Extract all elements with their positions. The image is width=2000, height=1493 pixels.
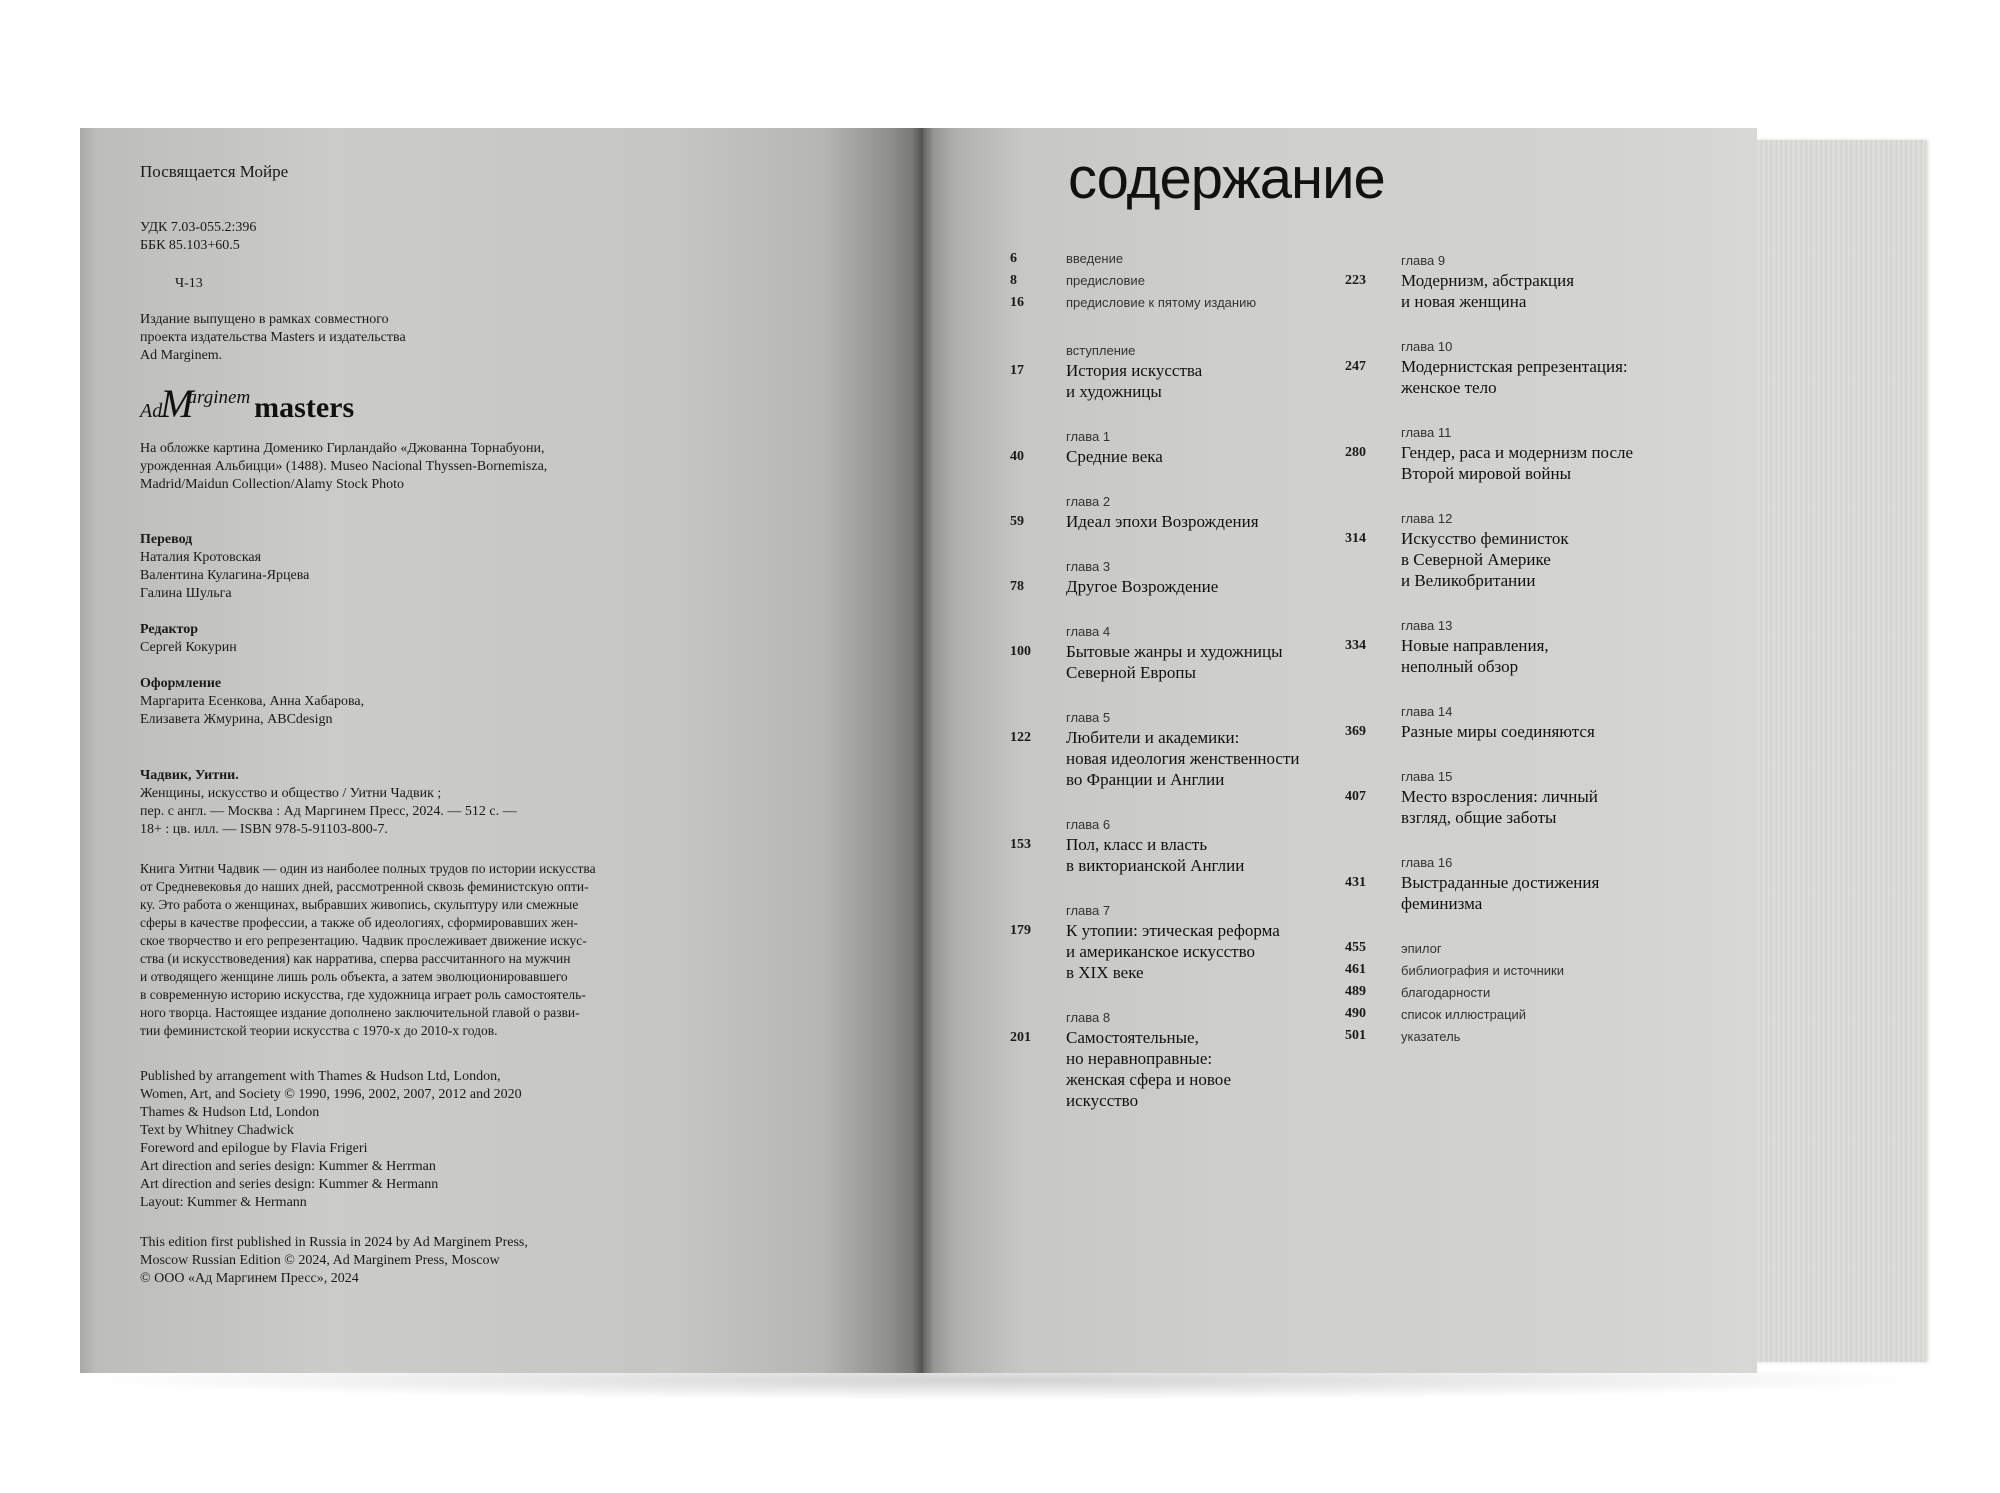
toc-title-line: Любители и академики: bbox=[1066, 728, 1240, 747]
toc-entry bbox=[1345, 1028, 1705, 1050]
toc-page-number: 59 bbox=[1010, 514, 1024, 529]
toc-chapter bbox=[1010, 558, 1340, 597]
edition-credit-line: This edition first published in Russia in 2024 by Ad Marginem Press, bbox=[140, 1235, 528, 1250]
toc-chapter-label: глава 11 bbox=[1401, 425, 1452, 440]
credits bbox=[140, 531, 364, 729]
translator: Галина Шульга bbox=[140, 586, 232, 601]
biblio-line: пер. с англ. — Москва : Ад Маргинем Пресс, 2024. — 512 с. — bbox=[140, 804, 517, 819]
toc-chapter-label: глава 2 bbox=[1066, 494, 1111, 509]
toc-chapter bbox=[1010, 623, 1340, 683]
toc-chapter bbox=[1345, 703, 1705, 742]
toc-page-number: 40 bbox=[1010, 449, 1024, 464]
toc-page-number: 314 bbox=[1345, 531, 1366, 546]
toc-title-line: и американское искусство bbox=[1066, 942, 1255, 961]
toc-page-number: 455 bbox=[1345, 940, 1366, 955]
toc-title-line: феминизма bbox=[1401, 894, 1483, 913]
toc-chapter-label: глава 15 bbox=[1401, 769, 1453, 784]
biblio-line: Женщины, искусство и общество / Уитни Чадвик ; bbox=[140, 786, 442, 801]
logo-masters: masters bbox=[254, 391, 355, 424]
toc-title-line: и художницы bbox=[1066, 382, 1162, 401]
toc-page-number: 407 bbox=[1345, 789, 1366, 804]
toc-chapter-label: глава 8 bbox=[1066, 1010, 1111, 1025]
english-credit-line: Art direction and series design: Kummer & Herrman bbox=[140, 1159, 436, 1174]
toc-title-line: Другое Возрождение bbox=[1066, 577, 1219, 596]
toc-title-line: во Франции и Англии bbox=[1066, 770, 1225, 789]
toc-entry-label: введение bbox=[1066, 251, 1124, 266]
toc-title-line: Гендер, раса и модернизм после bbox=[1401, 443, 1634, 462]
logo-ad: Ad bbox=[140, 400, 163, 422]
toc-chapter-label: глава 5 bbox=[1066, 710, 1111, 725]
toc-page-number: 223 bbox=[1345, 273, 1366, 288]
toc-title-line: Северной Европы bbox=[1066, 663, 1196, 682]
toc-page-number: 100 bbox=[1010, 644, 1031, 659]
toc-chapter bbox=[1345, 617, 1705, 677]
toc-entry-label: список иллюстраций bbox=[1401, 1007, 1527, 1022]
cover-note-line: урожденная Альбицци» (1488). Museo Nacional Thyssen-Bornemisza, bbox=[140, 459, 548, 474]
toc-page-number: 78 bbox=[1010, 579, 1024, 594]
toc-chapter bbox=[1010, 816, 1340, 876]
toc-page-number: 16 bbox=[1010, 295, 1024, 310]
edition-note-line: Издание выпущено в рамках совместного bbox=[140, 312, 389, 327]
toc-page-number: 247 bbox=[1345, 359, 1366, 374]
editor-name: Сергей Кокурин bbox=[140, 640, 237, 655]
toc-title-line: Средние века bbox=[1066, 447, 1163, 466]
abstract-line: ного творца. Настоящее издание дополнено заключительной главой о разви- bbox=[140, 1005, 580, 1020]
abstract-line: ства (и искусствоведения) как нарратива, сперва рассчитанного на мужчин bbox=[140, 951, 571, 966]
toc-title-line: женское тело bbox=[1401, 378, 1497, 397]
publisher-logo bbox=[140, 380, 354, 430]
english-credit-line: Text by Whitney Chadwick bbox=[140, 1123, 294, 1138]
biblio-line: 18+ : цв. илл. — ISBN 978-5-91103-800-7. bbox=[140, 822, 388, 837]
toc-chapter bbox=[1345, 510, 1705, 591]
toc-title-line: в Северной Америке bbox=[1401, 550, 1551, 569]
bibliographic-record bbox=[140, 767, 517, 839]
toc-title-line: и новая женщина bbox=[1401, 292, 1527, 311]
toc-title-line: Бытовые жанры и художницы bbox=[1066, 642, 1283, 661]
toc-chapter-label: глава 13 bbox=[1401, 618, 1453, 633]
toc-page-number: 122 bbox=[1010, 730, 1031, 745]
toc-chapter-label: глава 4 bbox=[1066, 624, 1111, 639]
toc-chapter-label: глава 9 bbox=[1401, 253, 1446, 268]
toc-entry-label: указатель bbox=[1401, 1029, 1461, 1044]
toc-chapter bbox=[1010, 902, 1340, 983]
toc-title-line: женская сфера и новое bbox=[1066, 1070, 1232, 1089]
toc-entry-label: предисловие к пятому изданию bbox=[1066, 295, 1257, 310]
toc-chapter bbox=[1345, 338, 1705, 398]
edition-credit-line: © ООО «Ад Маргинем Пресс», 2024 bbox=[140, 1271, 359, 1286]
toc-chapter-label: глава 16 bbox=[1401, 855, 1453, 870]
toc-page-number: 431 bbox=[1345, 875, 1366, 890]
edition-credit-line: Moscow Russian Edition © 2024, Ad Marginem Press, Moscow bbox=[140, 1253, 500, 1268]
toc-title-line: искусство bbox=[1066, 1091, 1139, 1110]
toc-title-line: Модернистская репрезентация: bbox=[1401, 357, 1628, 376]
contents-column-1 bbox=[1010, 250, 1340, 1111]
toc-title-line: Разные миры соединяются bbox=[1401, 722, 1595, 741]
toc-page-number: 17 bbox=[1010, 363, 1024, 378]
toc-chapter-label: глава 7 bbox=[1066, 903, 1111, 918]
toc-chapter bbox=[1345, 768, 1705, 828]
translation-heading: Перевод bbox=[140, 532, 193, 547]
dedication: Посвящается Мойре bbox=[140, 162, 289, 181]
toc-chapter bbox=[1010, 428, 1340, 467]
toc-title-line: в викторианской Англии bbox=[1066, 856, 1245, 875]
cover-note-line: Madrid/Maidun Collection/Alamy Stock Photo bbox=[140, 477, 405, 492]
abstract-line: и отводящего женщине лишь роль объекта, а затем эволюционировавшего bbox=[140, 969, 568, 984]
edition-note-line: проекта издательства Masters и издательства bbox=[140, 330, 406, 345]
toc-chapter-label: глава 6 bbox=[1066, 817, 1111, 832]
english-credit-line: Published by arrangement with Thames & Hudson Ltd, London, bbox=[140, 1069, 501, 1084]
toc-chapter bbox=[1345, 424, 1705, 484]
design-heading: Оформление bbox=[140, 676, 222, 691]
toc-entry bbox=[1345, 1006, 1705, 1028]
translator: Валентина Кулагина-Ярцева bbox=[140, 568, 310, 583]
toc-entry bbox=[1345, 940, 1705, 962]
toc-chapter-label: глава 12 bbox=[1401, 511, 1453, 526]
toc-title-line: Новые направления, bbox=[1401, 636, 1549, 655]
toc-title-line: новая идеология женственности bbox=[1066, 749, 1300, 768]
toc-chapter bbox=[1345, 252, 1705, 312]
toc-entry bbox=[1345, 962, 1705, 984]
toc-chapter bbox=[1345, 854, 1705, 914]
toc-entry-label: библиография и источники bbox=[1401, 963, 1565, 978]
toc-page-number: 201 bbox=[1010, 1030, 1031, 1045]
toc-section-intro bbox=[1010, 342, 1340, 402]
contents-title: содержание bbox=[1068, 146, 1385, 211]
toc-page-number: 489 bbox=[1345, 984, 1366, 999]
toc-title-line: Второй мировой войны bbox=[1401, 464, 1572, 483]
toc-title-line: неполный обзор bbox=[1401, 657, 1519, 676]
toc-page-number: 334 bbox=[1345, 638, 1366, 653]
toc-title-line: История искусства bbox=[1066, 361, 1203, 380]
abstract-line: ку. Это работа о женщинах, выбравших живопись, скульптуру или смежные bbox=[140, 897, 579, 912]
toc-title-line: и Великобритании bbox=[1401, 571, 1536, 590]
biblio-heading: Чадвик, Уитни. bbox=[140, 768, 239, 783]
toc-page-number: 179 bbox=[1010, 923, 1031, 938]
cover-note-line: На обложке картина Доменико Гирландайо «Джованна Торнабуони, bbox=[140, 441, 545, 456]
edition-credits bbox=[140, 1234, 528, 1288]
abstract-line: тии феминистской теории искусства с 1970-х до 2010-х годов. bbox=[140, 1023, 498, 1038]
toc-chapter-label: глава 3 bbox=[1066, 559, 1111, 574]
toc-entry bbox=[1010, 250, 1340, 272]
abstract-line: сферы в качестве профессии, а также об идеологиях, сформировавших жен- bbox=[140, 915, 579, 930]
toc-chapter bbox=[1010, 709, 1340, 790]
toc-title-line: но неравноправные: bbox=[1066, 1049, 1213, 1068]
toc-page-number: 501 bbox=[1345, 1028, 1366, 1043]
english-credit-line: Women, Art, and Society © 1990, 1996, 2002, 2007, 2012 and 2020 bbox=[140, 1087, 522, 1102]
toc-chapter bbox=[1010, 493, 1340, 532]
abstract-line: от Средневековья до наших дней, рассмотренной сквозь феминистскую опти- bbox=[140, 879, 589, 894]
toc-section-label: вступление bbox=[1066, 343, 1136, 358]
classification-codes bbox=[140, 219, 256, 255]
toc-entry bbox=[1010, 272, 1340, 294]
abstract-line: Книга Уитни Чадвик — один из наиболее полных трудов по истории искусства bbox=[140, 861, 596, 876]
logo-m: M bbox=[160, 381, 194, 426]
toc-chapter-label: глава 14 bbox=[1401, 704, 1453, 719]
udk-code: УДК 7.03-055.2:396 bbox=[140, 220, 257, 235]
toc-chapter-label: глава 10 bbox=[1401, 339, 1453, 354]
toc-chapter-label: глава 1 bbox=[1066, 429, 1111, 444]
toc-entry bbox=[1345, 984, 1705, 1006]
logo-arginem: arginem bbox=[187, 387, 251, 408]
toc-chapter bbox=[1010, 1009, 1340, 1111]
edition-note-line: Ad Marginem. bbox=[140, 348, 223, 363]
toc-title-line: К утопии: этическая реформа bbox=[1066, 921, 1280, 940]
toc-page-number: 461 bbox=[1345, 962, 1366, 977]
toc-entry bbox=[1010, 294, 1340, 316]
toc-page-number: 8 bbox=[1010, 273, 1017, 288]
abstract-line: ское творчество и его репрезентацию. Чадвик прослеживает движение искус- bbox=[140, 933, 587, 948]
contents-column-2 bbox=[1345, 252, 1705, 1050]
toc-title-line: Искусство феминисток bbox=[1401, 529, 1569, 548]
author-mark: Ч-13 bbox=[175, 276, 203, 291]
toc-page-number: 490 bbox=[1345, 1006, 1366, 1021]
english-credits bbox=[140, 1068, 522, 1212]
toc-entry-label: благодарности bbox=[1401, 985, 1491, 1000]
bbk-code: ББК 85.103+60.5 bbox=[140, 238, 240, 253]
translator: Наталия Кротовская bbox=[140, 550, 262, 565]
cover-note bbox=[140, 440, 547, 494]
english-credit-line: Foreword and epilogue by Flavia Frigeri bbox=[140, 1141, 368, 1156]
toc-page-number: 280 bbox=[1345, 445, 1366, 460]
toc-title-line: Место взросления: личный bbox=[1401, 787, 1598, 806]
toc-title-line: взгляд, общие заботы bbox=[1401, 808, 1557, 827]
english-credit-line: Art direction and series design: Kummer & Hermann bbox=[140, 1177, 439, 1192]
toc-title-line: Выстраданные достижения bbox=[1401, 873, 1600, 892]
book-gutter bbox=[912, 128, 934, 1373]
english-credit-line: Thames & Hudson Ltd, London bbox=[140, 1105, 320, 1120]
toc-page-number: 6 bbox=[1010, 251, 1017, 266]
toc-title-line: в XIX веке bbox=[1066, 963, 1144, 982]
toc-page-number: 153 bbox=[1010, 837, 1031, 852]
english-credit-line: Layout: Kummer & Hermann bbox=[140, 1195, 307, 1210]
abstract-line: в современную историю искусства, где художница играет роль самостоятель- bbox=[140, 987, 586, 1002]
designers: Маргарита Есенкова, Анна Хабарова, bbox=[140, 694, 365, 709]
edition-note bbox=[140, 311, 406, 365]
toc-page-number: 369 bbox=[1345, 724, 1366, 739]
toc-title-line: Пол, класс и власть bbox=[1066, 835, 1208, 854]
toc-entry-label: эпилог bbox=[1401, 941, 1442, 956]
toc-entry-label: предисловие bbox=[1066, 273, 1145, 288]
toc-title-line: Самостоятельные, bbox=[1066, 1028, 1199, 1047]
designers: Елизавета Жмурина, ABCdesign bbox=[140, 712, 333, 727]
toc-title-line: Идеал эпохи Возрождения bbox=[1066, 512, 1259, 531]
editor-heading: Редактор bbox=[140, 622, 199, 637]
toc-title-line: Модернизм, абстракция bbox=[1401, 271, 1575, 290]
book-abstract bbox=[140, 860, 596, 1040]
